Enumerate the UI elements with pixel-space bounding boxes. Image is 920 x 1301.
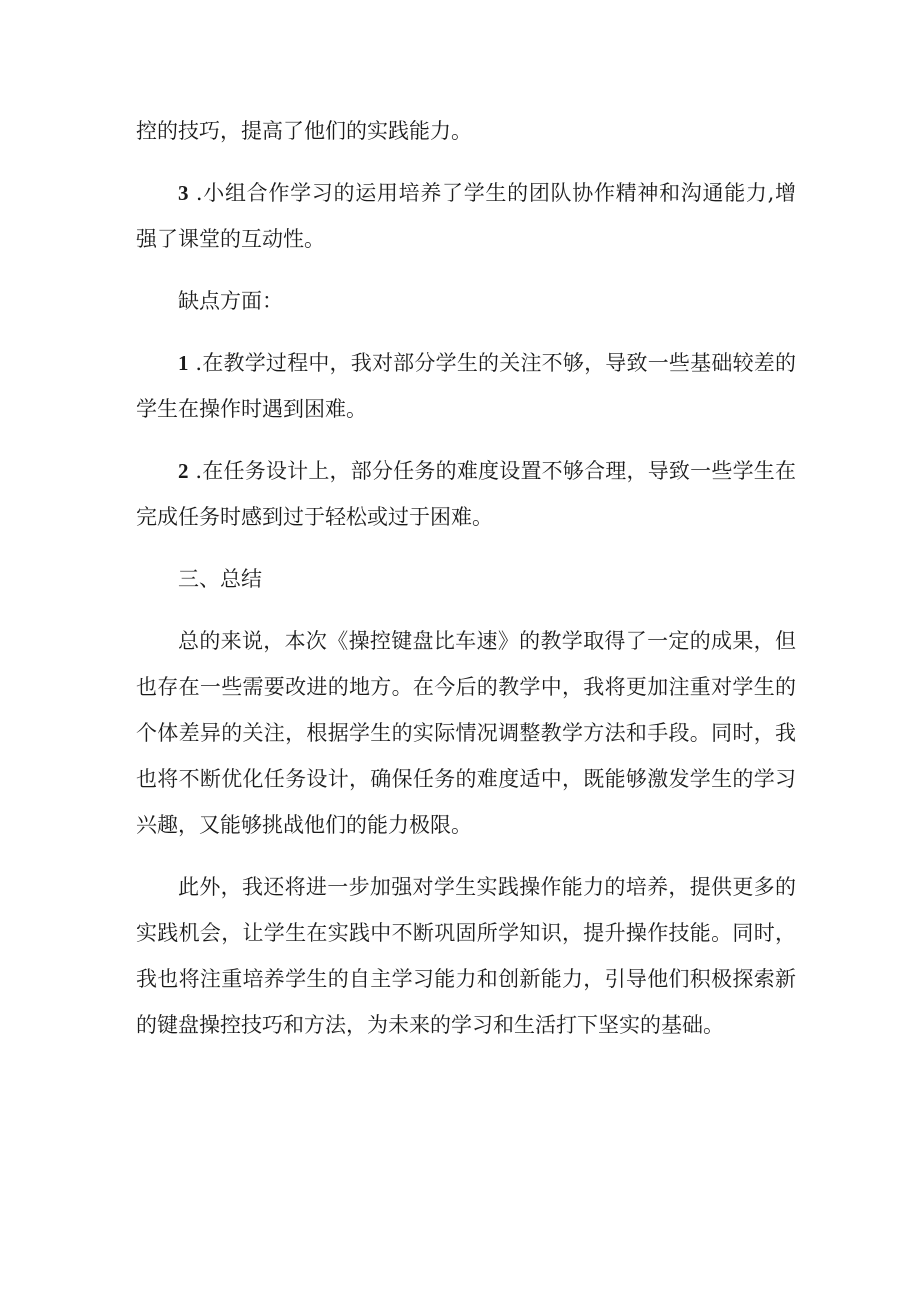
section-heading-summary [136,556,796,602]
paragraph-text: .小组合作学习的运用培养了学生的团队协作精神和沟通能力,增强了课堂的互动性。 [136,181,796,251]
summary-paragraph-2 [136,864,796,1048]
paragraph-text: .在教学过程中，我对部分学生的关注不够，导致一些基础较差的学生在操作时遇到困难。 [136,351,796,421]
document-body [136,108,796,1064]
paragraph-text: 此外，我还将进一步加强对学生实践操作能力的培养，提供更多的实践机会，让学生在实践中不断巩固所学知识，提升操作技能。同时，我也将注重培养学生的自主学习能力和创新能力，引导他们积极探索新的键盘操控技巧和方法，为未来的学习和生活打下坚实的基础。 [136,875,796,1037]
list-number: 2 [178,459,189,483]
paragraph-text: 控的技巧，提高了他们的实践能力。 [136,119,472,143]
list-number: 1 [178,351,189,375]
section-subheading-disadvantages [136,278,796,324]
list-number: 3 [178,181,189,205]
paragraph-text: 总的来说，本次《操控键盘比车速》的教学取得了一定的成果，但也存在一些需要改进的地方。在今后的教学中，我将更加注重对学生的个体差异的关注，根据学生的实际情况调整教学方法和手段。同时，我也将不断优化任务设计，确保任务的难度适中，既能够激发学生的学习兴趣，又能够挑战他们的能力极限。 [136,629,796,837]
paragraph-text: .在任务设计上，部分任务的难度设置不够合理，导致一些学生在完成任务时感到过于轻松或过于困难。 [136,459,796,529]
list-item-disadvantage-2 [136,448,796,540]
summary-paragraph-1 [136,618,796,848]
paragraph-continuation [136,108,796,154]
list-item-advantage-3 [136,170,796,262]
list-item-disadvantage-1 [136,340,796,432]
subheading-text: 缺点方面： [178,289,283,313]
heading-text: 三、总结 [178,567,262,591]
